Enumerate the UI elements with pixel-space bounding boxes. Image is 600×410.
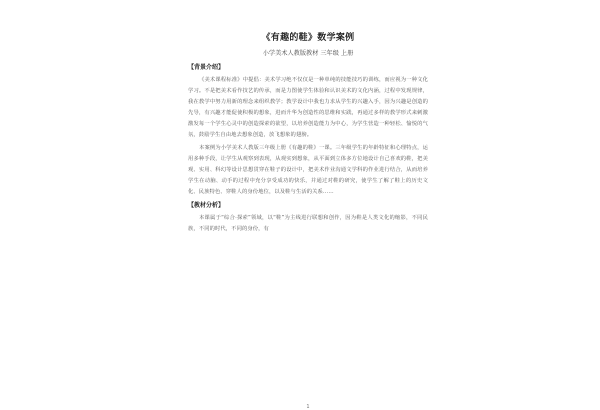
section-heading-background: 【背景介绍】 [188, 64, 225, 71]
paragraph-material-analysis-1: 本课属于“综合·探索”领域，以“鞋”为主线进行联想和创作，因为鞋是人类文化的缩影，不同民族，不同的时代，不同的身份，有 [188, 215, 428, 232]
paragraph-background-1: 《美术课程标准》中提倡：美术学习绝不仅仅是一种单纯的技能技巧的训练，而应视为一种文化学习。不是把美术看作技艺的传承，而是力图使学生体验和认识美术的文化内涵，过程中发现规律，我在教学中努力用新的理念来组织教学；教学设计中我也力求从学生的兴趣入手，因为兴趣是创造的先导，有兴趣才能促使积极的想象，进而升华为创造性的思维和实践，再通过多样的教学形式来刺激激发每一个学生心灵中的创造探索的欲望，以培养创造能力为中心，为学生营造一种轻松、愉悦的气氛，鼓励学生自由地去想象创造，放飞想象的翅膀。 [188, 77, 428, 138]
section-heading-material-analysis: 【教材分析】 [188, 202, 225, 209]
page-number: 1 [306, 404, 310, 410]
page-subtitle: 小学美术人教版教材 三年级 上册 [262, 50, 354, 57]
paragraph-background-2: 本案例为小学美术人教版三年级上册《有趣的鞋》一课。三年级学生的年龄特征和心理特点，运用多种手段，让学生从观察到表现，从观实到想象，从平面到立体多方位地设计自己喜欢的鞋，把美观、实用、科幻等设计思想贯穿在鞋子的设计中，把美术作业沟通文学科的作业进行结合，从而培养学生在动脑、动手的过程中充分享受成功的快乐，并通过对鞋的研究，使学生了解了鞋上的历史文化、民族特色、穿鞋人的身份地位，以及鞋与生活的关系…… [188, 145, 428, 195]
page-title: 《有趣的鞋》数学案例 [261, 33, 355, 43]
document-page [188, 30, 428, 410]
